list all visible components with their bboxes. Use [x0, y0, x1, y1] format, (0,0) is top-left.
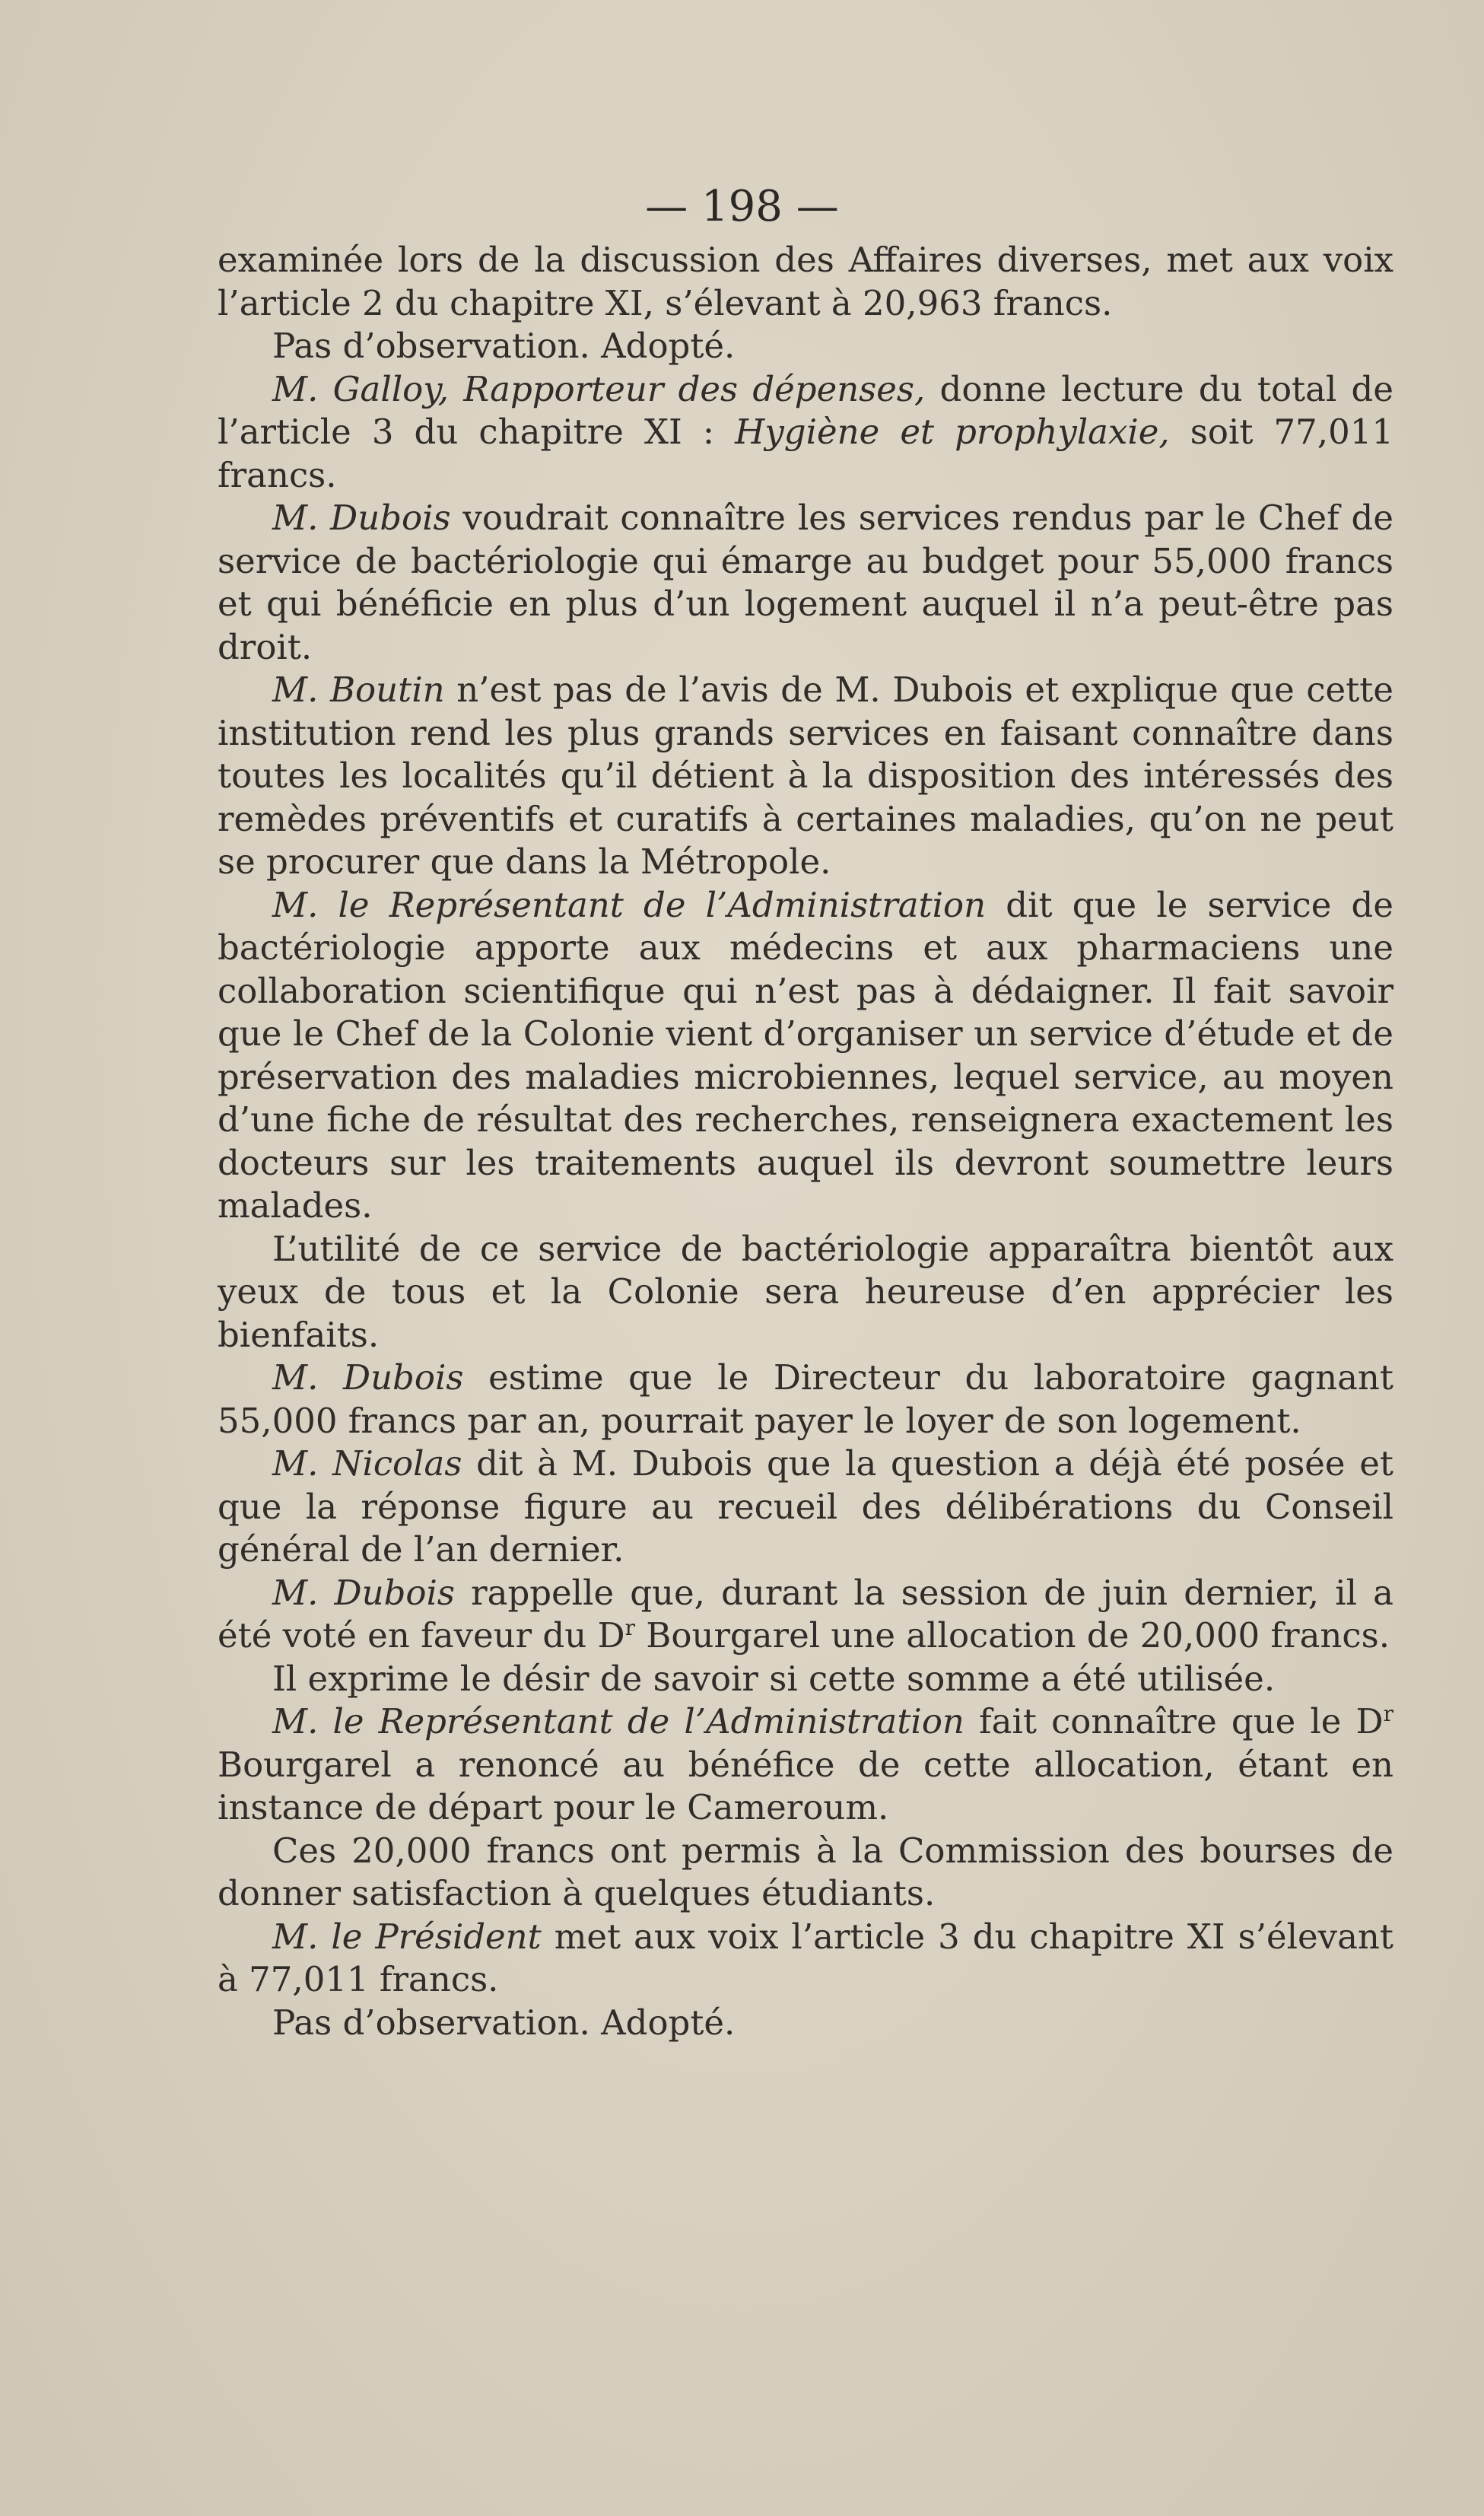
speaker-name: M. Dubois: [272, 1572, 455, 1613]
paragraph-15: Pas d’observation. Adopté.: [272, 2002, 736, 2043]
speaker-name: M. Dubois: [272, 498, 451, 538]
speaker-name: M. Boutin: [272, 670, 445, 710]
speaker-name: M. le Représentant de l’Administration: [272, 884, 987, 925]
paragraph-8: M. Dubois estime que le Directeur du laboratoire gagnant 55,000 francs par an, pourrait payer le loyer de son logement.: [218, 1357, 1393, 1441]
paragraph-7: L’utilité de ce service de bactériologie apparaîtra bientôt aux yeux de tous et la Colonie sera heureuse d’en apprécier les bienfaits.: [218, 1228, 1393, 1355]
page-number: — 198 —: [645, 182, 839, 231]
speaker-name: M. Nicolas: [272, 1443, 462, 1484]
paragraph-12: M. le Représentant de l’Administration fait connaître que le $D^r$ Bourgarel a renoncé au bénéfice de cette allocation, étant en instance de départ pour le Cameroum.: [218, 1701, 1393, 1827]
paragraph-4: M. Dubois voudrait connaître les services rendus par le Chef de service de bactériologie qui émarge au budget pour 55,000 francs et qui bénéficie en plus d’un logement auquel il n’a peut-être pas droit.: [218, 498, 1393, 667]
italic-title: Hygiène et prophylaxie,: [735, 412, 1170, 452]
paragraph-1: examinée lors de la discussion des Affaires diverses, met aux voix l’article 2 du chapitre XI, s’élevant à 20,963 francs.: [218, 240, 1393, 323]
paragraph-2: Pas d’observation. Adopté.: [272, 326, 736, 366]
paragraph-5: M. Boutin n’est pas de l’avis de M. Dubois et explique que cette institution rend les plus grands services en faisant connaître dans toutes les localités qu’il détient à la disposition des intéressés des remèdes préventifs et curatifs à certaines maladies, qu’on ne peut se procurer que dans la Métropole.: [218, 670, 1393, 882]
speaker-name: M. le Président: [272, 1916, 542, 1957]
superscript: r: [624, 1615, 635, 1640]
paragraph-3: M. Galloy, Rapporteur des dépenses, donne lecture du total de l’article 3 du chapitre XI : Hygiène et prophylaxie, soit 77,011 francs.: [218, 368, 1393, 495]
speaker-name: M. Galloy, Rapporteur des dépenses,: [272, 368, 926, 409]
speaker-name: M. le Représentant de l’Administration: [272, 1701, 964, 1741]
speaker-name: M. Dubois: [272, 1357, 464, 1398]
paragraph-10: M. Dubois rappelle que, durant la session de juin dernier, il a été voté en faveur du $D^r$ Bourgarel une allocation de 20,000 francs.: [218, 1572, 1393, 1656]
paragraph-11: Il exprime le désir de savoir si cette somme a été utilisée.: [272, 1658, 1276, 1699]
paragraph-13: Ces 20,000 francs ont permis à la Commission des bourses de donner satisfaction à quelques étudiants.: [218, 1830, 1393, 1913]
body-text: [218, 239, 1393, 2044]
superscript: r: [1383, 1701, 1393, 1726]
paragraph-6: M. le Représentant de l’Administration dit que le service de bactériologie apporte aux médecins et aux pharmaciens une collaboration scientifique qui n’est pas à dédaigner. Il fait savoir que le Chef de la Colonie vient d’organiser un service d’étude et de préservation des maladies microbiennes, lequel service, au moyen d’une fiche de résultat des recherches, renseignera exactement les docteurs sur les traitements auquel ils devront soumettre leurs malades.: [218, 884, 1393, 1226]
paragraph-9: M. Nicolas dit à M. Dubois que la question a déjà été posée et que la réponse figure au recueil des délibérations du Conseil général de l’an dernier.: [218, 1443, 1393, 1570]
paragraph-14: M. le Président met aux voix l’article 3 du chapitre XI s’élevant à 77,011 francs.: [218, 1916, 1393, 1999]
